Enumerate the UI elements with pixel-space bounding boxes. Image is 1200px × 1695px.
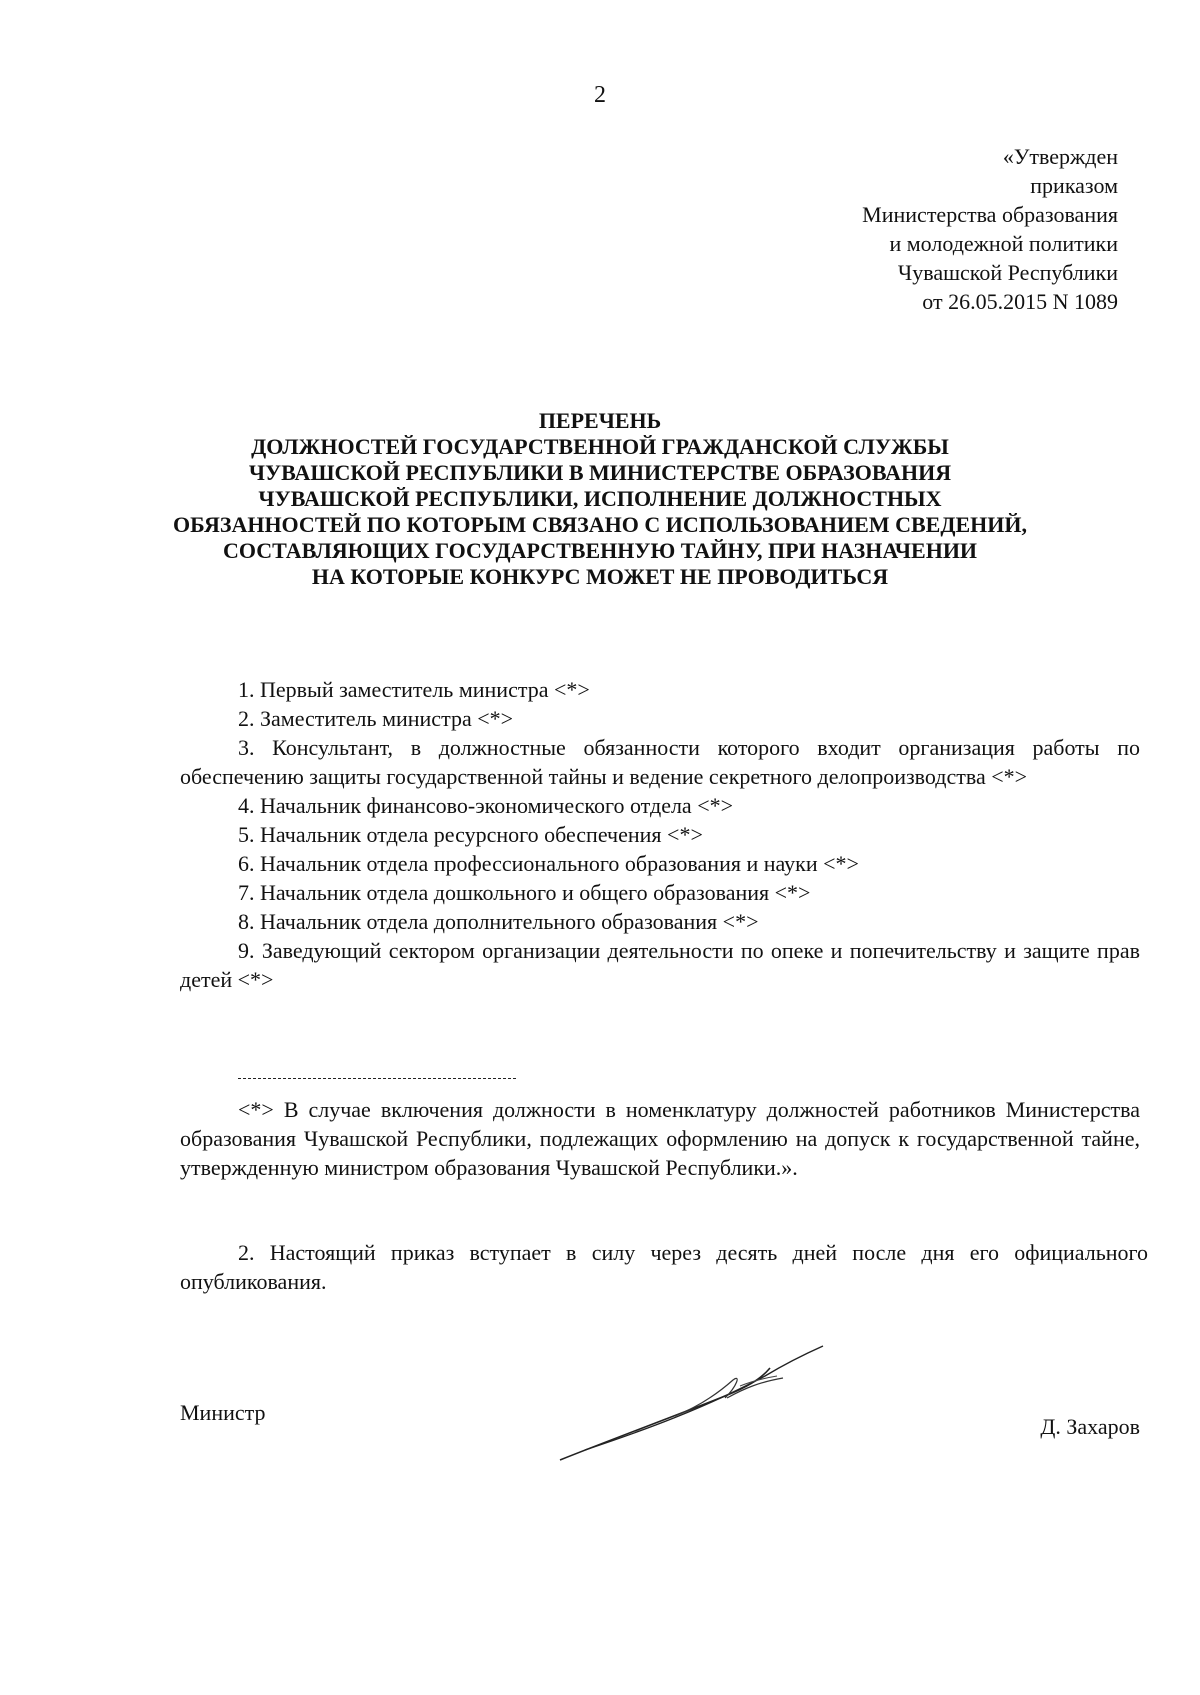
signatory-name: Д. Захаров <box>1040 1414 1140 1439</box>
signatory-title: Министр <box>180 1400 266 1425</box>
closing-clause <box>180 1238 1148 1296</box>
list-item: 2. Заместитель министра <*> <box>238 706 514 731</box>
approval-line: и молодежной политики <box>889 231 1118 256</box>
approval-date-line: от 26.05.2015 N 1089 <box>922 289 1118 314</box>
list-item: 7. Начальник отдела дошкольного и общего образования <*> <box>238 880 811 905</box>
footnote-separator <box>238 1078 516 1079</box>
document-title <box>140 408 1060 590</box>
list-item: 4. Начальник финансово-экономического отдела <*> <box>238 793 734 818</box>
list-item: 3. Консультант, в должностные обязанности которого входит организация работы по обеспечению защиты государственной тайны и ведение секретного делопроизводства <*> <box>180 735 1140 789</box>
closing-text: 2. Настоящий приказ вступает в силу через десять дней после дня его официального опубликования. <box>180 1240 1148 1294</box>
list-item: 1. Первый заместитель министра <*> <box>238 677 590 702</box>
title-line: ДОЛЖНОСТЕЙ ГОСУДАРСТВЕННОЙ ГРАЖДАНСКОЙ СЛУЖБЫ <box>251 434 949 459</box>
approval-line: «Утвержден <box>1002 144 1118 169</box>
approval-stamp <box>678 142 1118 316</box>
page-number: 2 <box>594 82 606 108</box>
list-item: 8. Начальник отдела дополнительного образования <*> <box>238 909 759 934</box>
signature-mark <box>555 1338 825 1468</box>
title-line: НА КОТОРЫЕ КОНКУРС МОЖЕТ НЕ ПРОВОДИТЬСЯ <box>311 564 889 589</box>
footnote <box>180 1095 1140 1182</box>
list-item: 5. Начальник отдела ресурсного обеспечения <*> <box>238 822 703 847</box>
footnote-text: <*> В случае включения должности в номенклатуру должностей работников Министерства образования Чувашской Республики, подлежащих оформлению на допуск к государственной тайне, утвержденную министром образования Чувашской Республики.». <box>180 1097 1140 1180</box>
approval-line: Министерства образования <box>862 202 1118 227</box>
list-item: 6. Начальник отдела профессионального образования и науки <*> <box>238 851 859 876</box>
approval-line: Чувашской Республики <box>897 260 1118 285</box>
title-line: СОСТАВЛЯЮЩИХ ГОСУДАРСТВЕННУЮ ТАЙНУ, ПРИ НАЗНАЧЕНИИ <box>222 538 978 563</box>
title-line: ЧУВАШСКОЙ РЕСПУБЛИКИ В МИНИСТЕРСТВЕ ОБРАЗОВАНИЯ <box>248 460 952 485</box>
approval-line: приказом <box>1030 173 1118 198</box>
title-line: ЧУВАШСКОЙ РЕСПУБЛИКИ, ИСПОЛНЕНИЕ ДОЛЖНОСТНЫХ <box>258 486 942 511</box>
title-line: ПЕРЕЧЕНЬ <box>538 408 662 433</box>
title-line: ОБЯЗАННОСТЕЙ ПО КОТОРЫМ СВЯЗАНО С ИСПОЛЬЗОВАНИЕМ СВЕДЕНИЙ, <box>173 512 1027 537</box>
positions-list <box>180 675 1140 994</box>
list-item: 9. Заведующий сектором организации деятельности по опеке и попечительству и защите прав детей <*> <box>180 938 1140 992</box>
